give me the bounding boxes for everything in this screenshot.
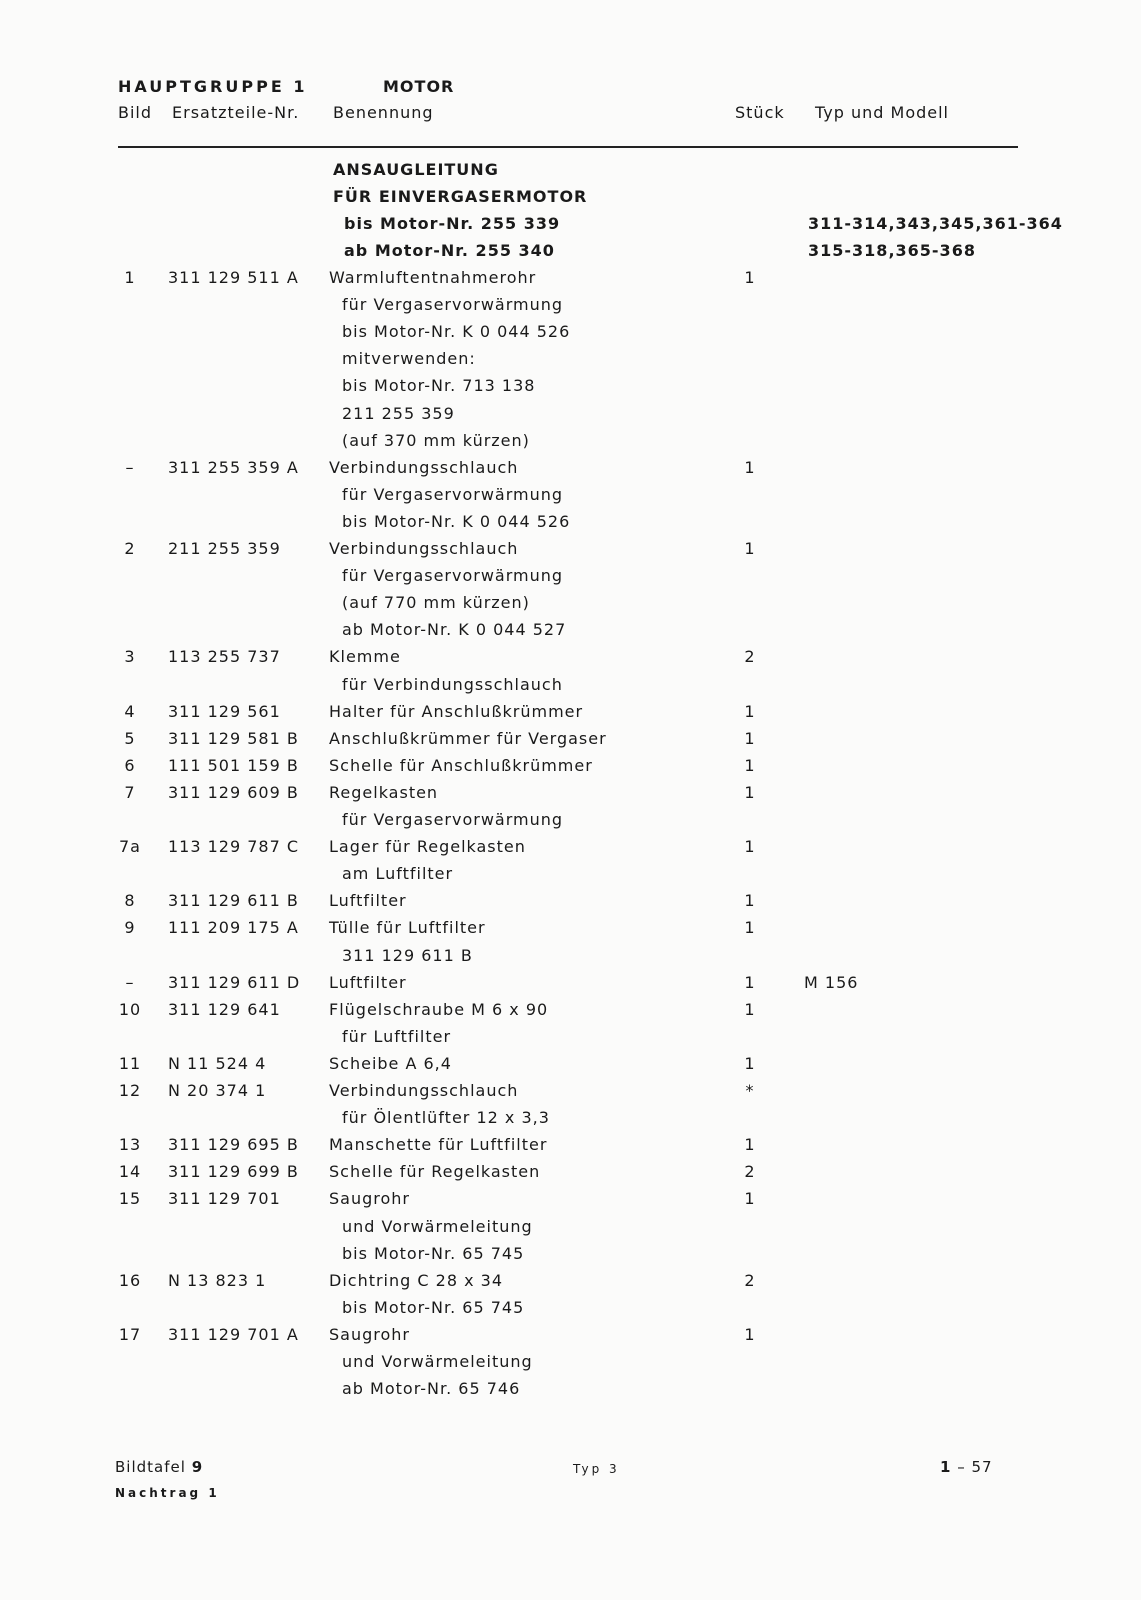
row-quantity: 1 [744, 1325, 756, 1344]
row-description: für Vergaservorwärmung [342, 566, 564, 585]
footer-page [940, 1458, 993, 1476]
row-part-number: 311 255 359 A [168, 458, 299, 477]
row-description: Schelle für Anschlußkrümmer [329, 756, 593, 775]
row-bild: 11 [118, 1054, 142, 1073]
col-header-type: Typ und Modell [815, 103, 949, 122]
row-description: Saugrohr [329, 1325, 410, 1344]
row-description: Halter für Anschlußkrümmer [329, 702, 584, 721]
row-part-number: 311 129 561 [168, 702, 281, 721]
row-description: (auf 770 mm kürzen) [342, 593, 530, 612]
row-quantity: 1 [744, 702, 756, 721]
section-condition-2: ab Motor-Nr. 255 340 [344, 241, 555, 260]
row-description: bis Motor-Nr. 713 138 [342, 376, 536, 395]
row-bild: 13 [118, 1135, 142, 1154]
footer-bildtafel [115, 1458, 203, 1476]
col-header-part: Ersatzteile-Nr. [172, 103, 300, 122]
row-part-number: 111 501 159 B [168, 756, 299, 775]
row-description: und Vorwärmeleitung [342, 1217, 533, 1236]
row-description: bis Motor-Nr. 65 745 [342, 1244, 525, 1263]
row-bild: 14 [118, 1162, 142, 1181]
bildtafel-number: 9 [191, 1458, 204, 1476]
row-description: Manschette für Luftfilter [329, 1135, 548, 1154]
section-model-1: 311-314,343,345,361-364 [808, 214, 1063, 233]
row-part-number: 311 129 695 B [168, 1135, 299, 1154]
row-quantity: 1 [744, 1000, 756, 1019]
row-description: am Luftfilter [342, 864, 454, 883]
row-quantity: 1 [744, 1054, 756, 1073]
row-description: bis Motor-Nr. K 0 044 526 [342, 512, 571, 531]
row-type: M 156 [804, 973, 859, 992]
row-description: Verbindungsschlauch [329, 539, 519, 558]
row-quantity: 1 [744, 268, 756, 287]
row-description: Saugrohr [329, 1189, 410, 1208]
row-part-number: N 20 374 1 [168, 1081, 267, 1100]
row-part-number: 211 255 359 [168, 539, 281, 558]
row-bild: 8 [124, 891, 136, 910]
row-bild: 10 [118, 1000, 142, 1019]
row-description: bis Motor-Nr. K 0 044 526 [342, 322, 571, 341]
row-quantity: 1 [744, 837, 756, 856]
page-group: 1 [940, 1458, 952, 1476]
row-quantity: 1 [744, 1189, 756, 1208]
row-description: 211 255 359 [342, 404, 455, 423]
row-bild: 2 [124, 539, 136, 558]
row-part-number: 311 129 611 D [168, 973, 301, 992]
row-part-number: 113 255 737 [168, 647, 281, 666]
row-bild: 7 [124, 783, 136, 802]
row-description: für Vergaservorwärmung [342, 295, 564, 314]
row-quantity: 1 [744, 891, 756, 910]
row-bild: 3 [124, 647, 136, 666]
header-rule [118, 146, 1018, 148]
row-bild: 1 [124, 268, 136, 287]
row-bild: 16 [118, 1271, 142, 1290]
row-quantity: 1 [744, 458, 756, 477]
row-part-number: 113 129 787 C [168, 837, 300, 856]
col-header-name: Benennung [333, 103, 434, 122]
row-part-number: 311 129 701 A [168, 1325, 299, 1344]
row-description: Klemme [329, 647, 401, 666]
row-quantity: 2 [744, 1162, 756, 1181]
row-bild: – [125, 973, 135, 992]
row-description: Dichtring C 28 x 34 [329, 1271, 503, 1290]
row-description: 311 129 611 B [342, 946, 473, 965]
row-description: (auf 370 mm kürzen) [342, 431, 530, 450]
row-description: Regelkasten [329, 783, 439, 802]
group-label: HAUPTGRUPPE 1 [118, 77, 308, 96]
section-model-2: 315-318,365-368 [808, 241, 976, 260]
row-part-number: N 13 823 1 [168, 1271, 267, 1290]
row-description: Tülle für Luftfilter [329, 918, 486, 937]
row-description: für Verbindungsschlauch [342, 675, 563, 694]
row-part-number: 311 129 699 B [168, 1162, 299, 1181]
page-number: – 57 [957, 1458, 993, 1476]
row-description: bis Motor-Nr. 65 745 [342, 1298, 525, 1317]
row-bild: 12 [118, 1081, 142, 1100]
row-description: Schelle für Regelkasten [329, 1162, 541, 1181]
row-description: für Ölentlüfter 12 x 3,3 [342, 1108, 550, 1127]
section-title-1: ANSAUGLEITUNG [333, 160, 499, 179]
section-title-2: FÜR EINVERGASERMOTOR [333, 187, 588, 206]
row-quantity: 2 [744, 647, 756, 666]
row-bild: – [125, 458, 135, 477]
row-part-number: 111 209 175 A [168, 918, 299, 937]
row-part-number: 311 129 611 B [168, 891, 299, 910]
row-quantity: 1 [744, 539, 756, 558]
footer-nachtrag: Nachtrag 1 [115, 1486, 220, 1500]
row-quantity: * [745, 1081, 755, 1100]
row-description: Flügelschraube M 6 x 90 [329, 1000, 549, 1019]
row-description: mitverwenden: [342, 349, 476, 368]
row-bild: 9 [124, 918, 136, 937]
row-description: Scheibe A 6,4 [329, 1054, 452, 1073]
row-quantity: 1 [744, 756, 756, 775]
row-part-number: 311 129 511 A [168, 268, 299, 287]
row-quantity: 2 [744, 1271, 756, 1290]
row-description: Warmluftentnahmerohr [329, 268, 537, 287]
row-description: ab Motor-Nr. K 0 044 527 [342, 620, 567, 639]
row-bild: 5 [124, 729, 136, 748]
row-description: Lager für Regelkasten [329, 837, 526, 856]
row-description: Luftfilter [329, 891, 407, 910]
row-quantity: 1 [744, 783, 756, 802]
group-name: MOTOR [383, 77, 455, 96]
row-description: Anschlußkrümmer für Vergaser [329, 729, 607, 748]
bildtafel-label: Bildtafel [115, 1458, 186, 1476]
row-bild: 6 [124, 756, 136, 775]
row-part-number: 311 129 581 B [168, 729, 299, 748]
row-quantity: 1 [744, 1135, 756, 1154]
col-header-bild: Bild [118, 103, 153, 122]
row-quantity: 1 [744, 918, 756, 937]
row-quantity: 1 [744, 973, 756, 992]
row-description: und Vorwärmeleitung [342, 1352, 533, 1371]
row-description: für Luftfilter [342, 1027, 452, 1046]
row-quantity: 1 [744, 729, 756, 748]
section-condition-1: bis Motor-Nr. 255 339 [344, 214, 561, 233]
col-header-qty: Stück [735, 103, 785, 122]
row-description: für Vergaservorwärmung [342, 810, 564, 829]
row-description: ab Motor-Nr. 65 746 [342, 1379, 521, 1398]
row-bild: 4 [124, 702, 136, 721]
row-description: Verbindungsschlauch [329, 458, 519, 477]
row-part-number: 311 129 641 [168, 1000, 281, 1019]
row-part-number: N 11 524 4 [168, 1054, 267, 1073]
row-part-number: 311 129 609 B [168, 783, 299, 802]
row-description: Verbindungsschlauch [329, 1081, 519, 1100]
row-bild: 15 [118, 1189, 142, 1208]
footer-typ: Typ 3 [573, 1462, 620, 1476]
row-description: Luftfilter [329, 973, 407, 992]
row-description: für Vergaservorwärmung [342, 485, 564, 504]
row-bild: 17 [118, 1325, 142, 1344]
row-bild: 7a [119, 837, 141, 856]
row-part-number: 311 129 701 [168, 1189, 281, 1208]
